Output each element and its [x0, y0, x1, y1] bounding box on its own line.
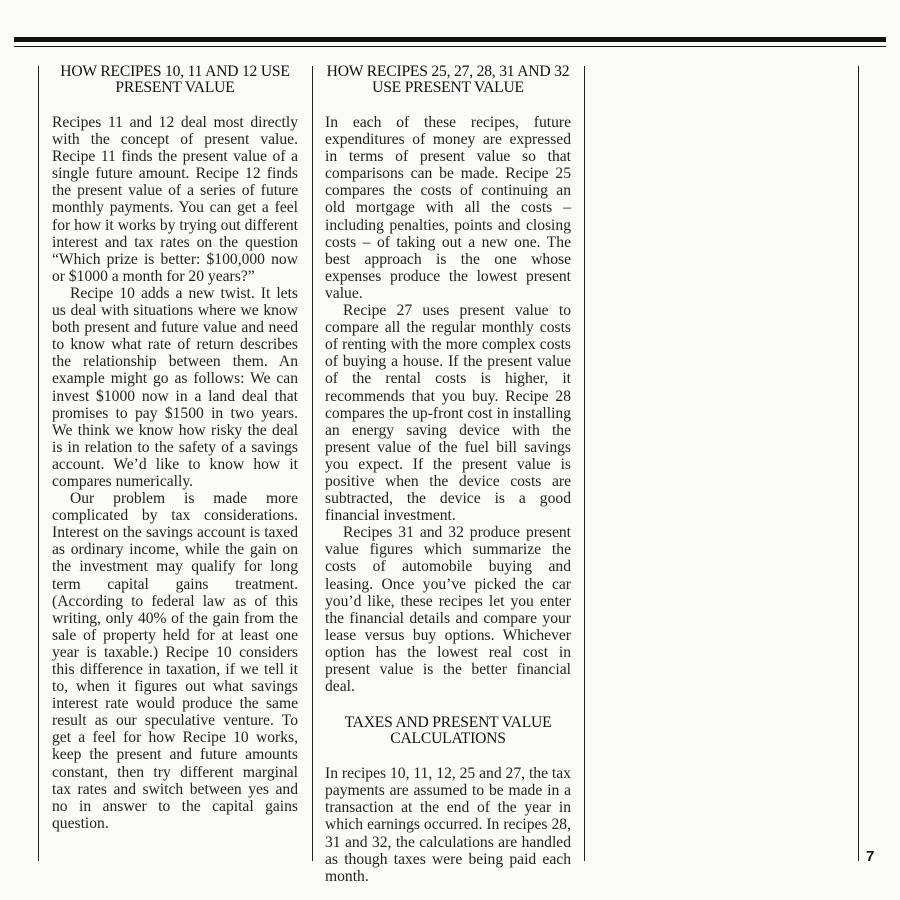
column-divider-left — [38, 66, 39, 861]
left-paragraph-1: Recipes 11 and 12 deal most directly with the concept of present value. Recipe 11 finds the present value of a single future amount. Recipe 12 finds the present value of a series of future monthly payments. You can get a feel for how it works by trying out different interest and tax rates on the question “Which prize is better: $100,000 now or $1000 a month for 20 years?” — [52, 114, 298, 285]
top-rule-thin — [14, 46, 886, 47]
middle-paragraph-3: Recipes 31 and 32 produce present value figures which summarize the costs of automobile buying and leasing. Once you’ve picked the car you’d like, these recipes let you enter the financial details and compare your lease versus buy options. Whichever option has the lowest real cost in present value is the better financial deal. — [325, 524, 571, 696]
left-column-heading: HOW RECIPES 10, 11 AND 12 USE PRESENT VALUE — [60, 63, 290, 96]
top-rule-thick — [14, 37, 886, 42]
middle-paragraph-2: Recipe 27 uses present value to compare all the regular monthly costs of renting with the more complex costs of buying a house. If the present value of the rental costs is higher, it recommends that you buy. Recipe 28 compares the up-front cost in installing an energy saving device with the present value of the fuel bill savings you expect. If the present value is positive when the device costs are subtracted, the device is a good financial investment. — [325, 302, 571, 525]
taxes-section-heading: TAXES AND PRESENT VALUE CALCULATIONS — [344, 714, 552, 748]
taxes-paragraph: In recipes 10, 11, 12, 25 and 27, the tax payments are assumed to be made in a transaction at the end of the year in which earnings occurred. In recipes 28, 31 and 32, the calculations are handled as though taxes were being paid each month. — [325, 765, 571, 885]
page-number: 7 — [866, 848, 875, 865]
middle-column-heading: HOW RECIPES 25, 27, 28, 31 AND 32 USE PRESENT VALUE — [326, 63, 570, 96]
column-divider-middle-left — [312, 66, 313, 861]
left-paragraph-3: Our problem is made more complicated by tax considerations. Interest on the savings account is taxed as ordinary income, while the gain on the investment may qualify for long term capital gains treatment. (According to federal law as of this writing, only 40% of the gain from the sale of property held for at least one year is taxable.) Recipe 10 considers this difference in taxation, if we tell it to, when it figures out what savings interest rate would produce the same result as our speculative venture. To get a feel for how Recipe 10 works, keep the present and future amounts constant, then try different marginal tax rates and switch between yes and no in answer to the capital gains question. — [52, 490, 298, 832]
left-column — [52, 64, 298, 832]
column-divider-middle-right — [584, 66, 585, 861]
left-paragraph-2: Recipe 10 adds a new twist. It lets us deal with situations where we know both present and future value and need to know what rate of return describes the relationship between them. An example might go as follows: We can invest $1000 now in a land deal that promises to pay $1500 in two years. We think we know how risky the deal is in relation to the safety of a savings account. We’d like to know how it compares numerically. — [52, 284, 298, 490]
middle-column — [325, 64, 571, 885]
middle-paragraph-1: In each of these recipes, future expenditures of money are expressed in terms of present value so that comparisons can be made. Recipe 25 compares the costs of continuing an old mortgage with all the costs – including penalties, points and closing costs – of taking out a new one. The best approach is the one whose expenses produce the lowest present value. — [325, 114, 571, 302]
column-divider-right — [858, 66, 859, 861]
